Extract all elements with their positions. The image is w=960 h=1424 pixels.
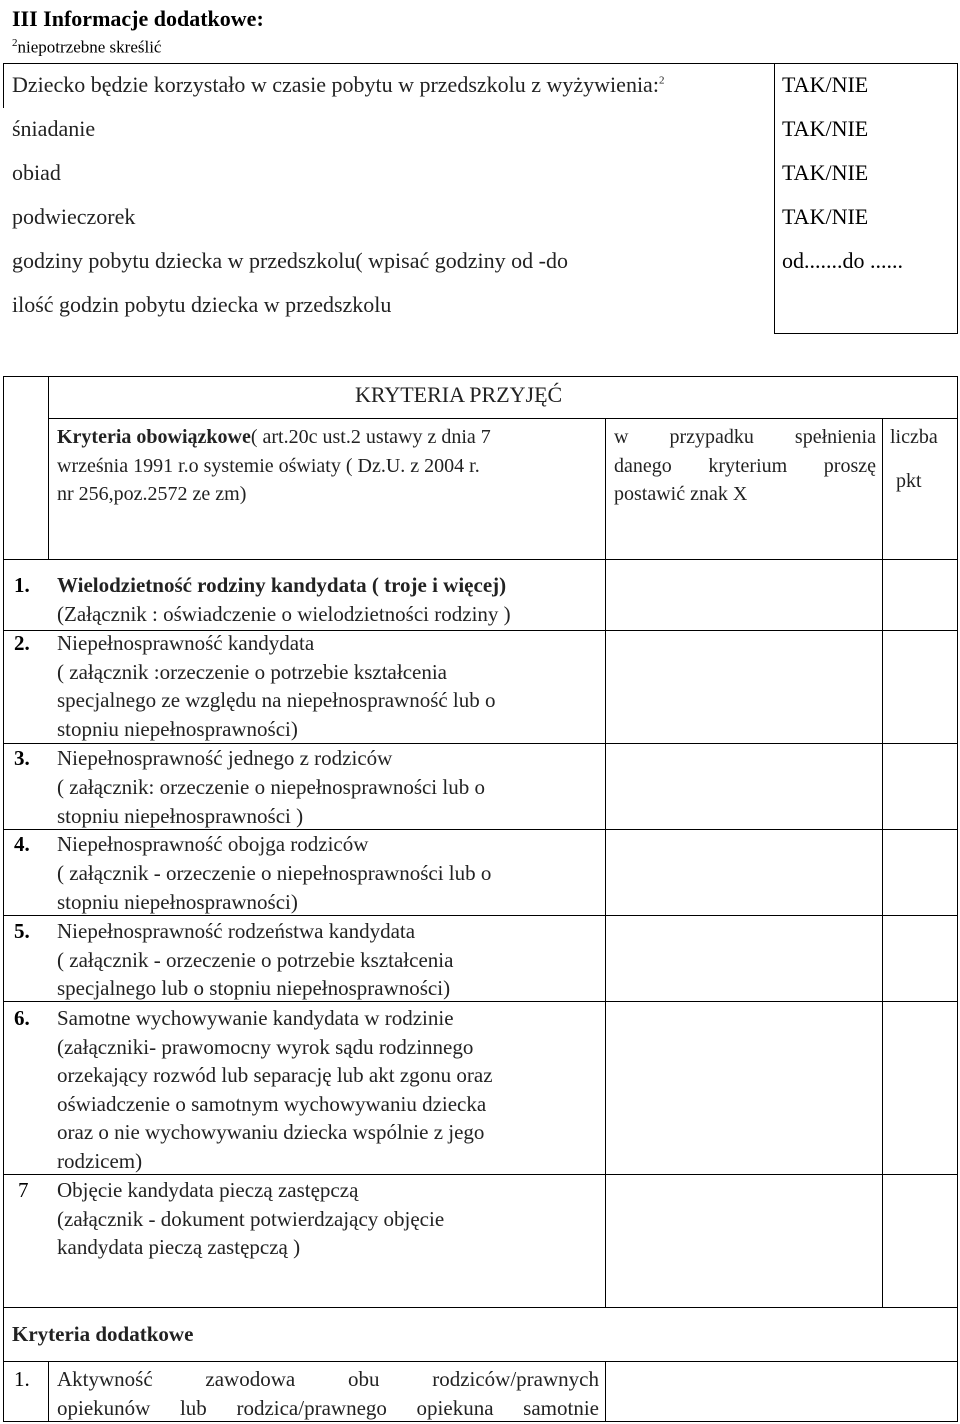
- criterion-title: Niepełnosprawność rodzeństwa kandydata: [57, 919, 416, 943]
- nutrition-row-label: ilość godzin pobytu dziecka w przedszkolu: [12, 292, 392, 317]
- nutrition-row-value[interactable]: TAK/NIE: [782, 160, 869, 185]
- nutrition-row-label: godziny pobytu dziecka w przedszkolu( wpisać godziny od -do: [12, 248, 568, 273]
- nutrition-row-label: obiad: [12, 160, 61, 185]
- section-title: III Informacje dodatkowe:: [12, 6, 264, 31]
- criterion-attachment: ( załącznik - orzeczenie o potrzebie kształcenia: [57, 948, 454, 972]
- nutrition-row-label: śniadanie: [12, 116, 96, 141]
- criterion-title: Niepełnosprawność kandydata: [57, 631, 315, 655]
- criterion-number: 2.: [14, 631, 30, 655]
- criterion-number: 1.: [14, 573, 30, 597]
- nutrition-row-value[interactable]: TAK/NIE: [782, 72, 869, 97]
- mark-column-header: w przypadku spełnienia: [614, 426, 876, 448]
- criterion-attachment: stopniu niepełnosprawności ): [57, 804, 304, 828]
- nutrition-row-value[interactable]: TAK/NIE: [782, 204, 869, 229]
- points-column-header: liczba: [890, 426, 938, 448]
- mark-column-header: postawić znak X: [614, 483, 748, 505]
- criterion-attachment: specjalnego ze względu na niepełnosprawność lub o: [57, 688, 496, 712]
- mandatory-criteria-line: nr 256,poz.2572 ze zm): [57, 483, 247, 505]
- criterion-attachment: (załączniki- prawomocny wyrok sądu rodzinnego: [57, 1035, 474, 1059]
- criterion-title: Niepełnosprawność obojga rodziców: [57, 832, 369, 856]
- nutrition-row-value[interactable]: TAK/NIE: [782, 116, 869, 141]
- additional-criterion-text: opiekunów lub rodzica/prawnego opiekuna samotnie: [57, 1396, 599, 1420]
- footnote: [12, 38, 161, 56]
- criterion-attachment: ( załącznik: orzeczenie o niepełnosprawności lub o: [57, 775, 485, 799]
- criterion-attachment: orzekający rozwód lub separację lub akt zgonu oraz: [57, 1063, 493, 1087]
- footnote-mark: 2: [12, 37, 18, 49]
- criterion-title: Objęcie kandydata pieczą zastępczą: [57, 1178, 359, 1202]
- additional-criteria-header: Kryteria dodatkowe: [12, 1322, 194, 1346]
- criterion-number: 1.: [14, 1367, 30, 1391]
- criterion-attachment: rodzicem): [57, 1149, 143, 1173]
- criterion-attachment: (załącznik - dokument potwierdzający objęcie: [57, 1207, 445, 1231]
- criterion-attachment: specjalnego lub o stopniu niepełnosprawności): [57, 976, 451, 1000]
- criterion-title: Wielodzietność rodziny kandydata ( troje i więcej): [57, 573, 507, 597]
- criterion-attachment: oświadczenie o samotnym wychowywaniu dziecka: [57, 1092, 487, 1116]
- criterion-attachment: oraz o nie wychowywaniu dziecka wspólnie z jego: [57, 1120, 485, 1144]
- points-column-header: pkt: [896, 470, 922, 492]
- criterion-attachment: stopniu niepełnosprawności): [57, 717, 298, 741]
- criterion-title: Samotne wychowywanie kandydata w rodzinie: [57, 1006, 454, 1030]
- mandatory-criteria-line: września 1991 r.o systemie oświaty ( Dz.U. z 2004 r.: [57, 455, 480, 477]
- criterion-attachment: (Załącznik : oświadczenie o wielodzietności rodziny ): [57, 602, 511, 626]
- nutrition-row-label: Dziecko będzie korzystało w czasie pobytu w przedszkolu z wyżywienia:$^2$: [12, 72, 665, 97]
- criteria-header: KRYTERIA PRZYJĘĆ: [355, 382, 563, 407]
- criterion-number: 5.: [14, 919, 30, 943]
- additional-criterion-text: Aktywność zawodowa obu rodziców/prawnych: [57, 1367, 599, 1391]
- criterion-number: 6.: [14, 1006, 30, 1030]
- footnote-text: niepotrzebne skreślić: [17, 37, 162, 57]
- criterion-attachment: ( załącznik :orzeczenie o potrzebie kształcenia: [57, 660, 448, 684]
- mark-column-header: danego kryterium proszę: [614, 455, 876, 477]
- criterion-number: 4.: [14, 832, 30, 856]
- criterion-number: 7: [18, 1178, 29, 1202]
- nutrition-row-value[interactable]: od.......do ......: [782, 248, 903, 273]
- criterion-attachment: kandydata pieczą zastępczą ): [57, 1235, 301, 1259]
- mandatory-criteria-heading: Kryteria obowiązkowe( art.20c ust.2 ustawy z dnia 7: [57, 426, 491, 448]
- criterion-title: Niepełnosprawność jednego z rodziców: [57, 746, 393, 770]
- criterion-number: 3.: [14, 746, 30, 770]
- criterion-attachment: ( załącznik - orzeczenie o niepełnosprawności lub o: [57, 861, 492, 885]
- criterion-attachment: stopniu niepełnosprawności): [57, 890, 298, 914]
- nutrition-row-label: podwieczorek: [12, 204, 136, 229]
